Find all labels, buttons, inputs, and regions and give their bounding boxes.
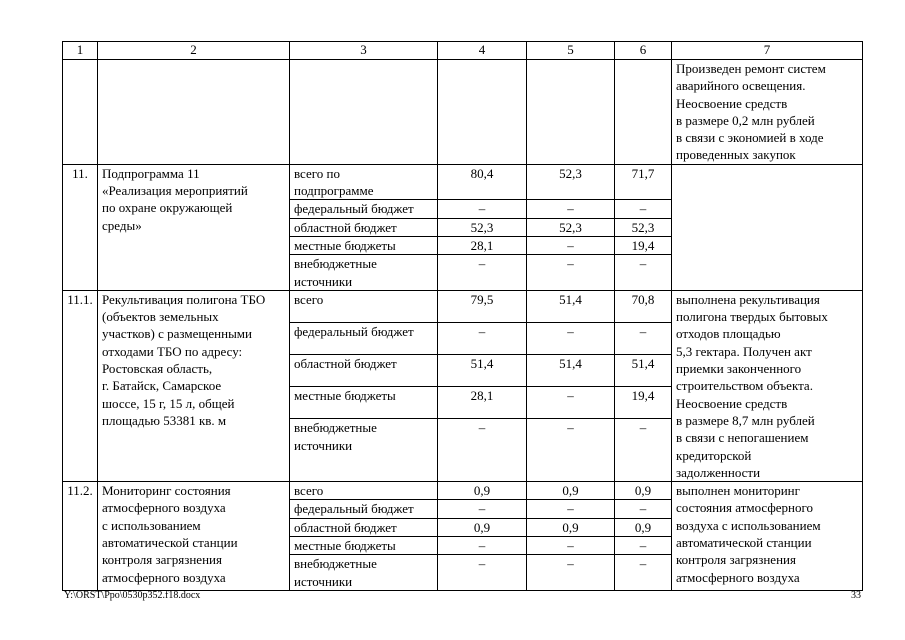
header-cell: 6 [615,42,672,60]
value-v6: 51,4 [615,355,672,387]
funding-source [290,236,438,254]
note-line: проведенных закупок [676,147,796,163]
funding-source-line: всего по [294,165,340,181]
result-note [672,164,863,290]
value-v5: 0,9 [527,482,615,500]
value-v6: – [615,200,672,218]
value-v4: 28,1 [438,236,527,254]
continuation-note [672,60,863,165]
value-v6: – [615,323,672,355]
funding-source-line: федеральный бюджет [294,501,414,517]
result-note-line: выполнена рекультивация [676,291,820,307]
result-note-line: в связи с непогашением [676,430,809,446]
funding-source [290,355,438,387]
header-row [63,42,863,60]
value-v4: – [438,500,527,518]
value-v5: – [527,555,615,591]
funding-source-line: областной бюджет [294,356,397,372]
result-note-line: в размере 8,7 млн рублей [676,412,815,428]
table-row [63,482,863,500]
result-note-line: задолженности [676,464,761,480]
funding-source [290,255,438,291]
footer-page-number: 33 [851,590,861,601]
funding-source [290,537,438,555]
value-v5: – [527,419,615,482]
item-name-line: г. Батайск, Самарское [102,378,222,394]
value-v6: 19,4 [615,236,672,254]
funding-source-line: местные бюджеты [294,237,396,253]
value-v5: – [527,255,615,291]
funding-source-line: источники [294,273,353,289]
funding-source-line: источники [294,573,353,589]
value-v4: – [438,537,527,555]
item-name-line: Рекультивация полигона ТБО [102,291,266,307]
result-note [672,482,863,591]
result-note-line: атмосферного воздуха [676,569,800,585]
value-v5: 0,9 [527,518,615,536]
value-v4: – [438,419,527,482]
result-note-line: кредиторской [676,447,752,463]
value-v4: – [438,323,527,355]
value-v6: – [615,537,672,555]
funding-source [290,290,438,322]
empty-cell [98,60,290,165]
result-note-line: контроля загрязнения [676,552,796,568]
result-note-line: 5,3 гектара. Получен акт [676,343,812,359]
item-name-line: атмосферного воздуха [102,569,226,585]
funding-source [290,323,438,355]
note-line: в связи с экономией в ходе [676,130,824,146]
value-v5: – [527,236,615,254]
item-number: 11.2. [63,482,98,591]
empty-cell [290,60,438,165]
value-v5: – [527,200,615,218]
note-line: Произведен ремонт систем [676,61,826,76]
result-note [672,290,863,481]
funding-source-line: всего [294,291,324,307]
value-v6: – [615,555,672,591]
funding-source-line: внебюджетные [294,256,377,272]
item-name-line: Ростовская область, [102,361,213,377]
item-name-line: по охране окружающей [102,200,233,216]
funding-source-line: федеральный бюджет [294,324,414,340]
funding-source [290,387,438,419]
item-number: 11.1. [63,290,98,481]
funding-source-line: местные бюджеты [294,538,396,554]
funding-source-line: внебюджетные [294,556,377,572]
value-v6: – [615,419,672,482]
value-v5: 51,4 [527,290,615,322]
value-v4: 51,4 [438,355,527,387]
result-note-line: отходов площадью [676,326,781,342]
header-cell: 3 [290,42,438,60]
note-line: аварийного освещения. [676,78,806,94]
item-name-line: Подпрограмма 11 [102,165,200,181]
table-row [63,164,863,200]
value-v4: – [438,200,527,218]
note-line: в размере 0,2 млн рублей [676,112,815,128]
empty-cell [63,60,98,165]
item-name [98,482,290,591]
budget-table [62,41,863,591]
empty-cell [527,60,615,165]
item-name-line: площадью 53381 кв. м [102,412,227,428]
item-name-line: с использованием [102,517,201,533]
funding-source [290,419,438,482]
value-v5: – [527,500,615,518]
value-v6: – [615,255,672,291]
funding-source-line: источники [294,437,353,453]
value-v6: 0,9 [615,482,672,500]
item-name-line: «Реализация мероприятий [102,183,248,199]
funding-source-line: подпрограмме [294,183,374,199]
item-number: 11. [63,164,98,290]
value-v5: 52,3 [527,218,615,236]
value-v6: 70,8 [615,290,672,322]
note-line: Неосвоение средств [676,95,788,111]
value-v6: 0,9 [615,518,672,536]
continuation-row [63,60,863,165]
item-name-line: автоматической станции [102,535,238,551]
result-note-line: строительством объекта. [676,378,813,394]
empty-cell [615,60,672,165]
value-v4: 0,9 [438,518,527,536]
result-note-line: состояния атмосферного [676,500,814,516]
result-note-line: Неосвоение средств [676,395,788,411]
item-name [98,164,290,290]
value-v5: – [527,323,615,355]
value-v4: 28,1 [438,387,527,419]
funding-source-line: всего [294,483,324,499]
value-v6: 71,7 [615,164,672,200]
funding-source [290,555,438,591]
value-v4: 0,9 [438,482,527,500]
item-name-line: участков) с размещенными [102,326,252,342]
funding-source-line: местные бюджеты [294,388,396,404]
result-note-line: приемки законченного [676,361,802,377]
header-cell: 2 [98,42,290,60]
item-name-line: отходами ТБО по адресу: [102,343,243,359]
funding-source [290,518,438,536]
value-v6: 52,3 [615,218,672,236]
value-v4: – [438,255,527,291]
item-name-line: среды» [102,217,142,233]
funding-source [290,218,438,236]
funding-source [290,164,438,200]
funding-source-line: областной бюджет [294,519,397,535]
item-name-line: Мониторинг состояния [102,483,231,499]
header-cell: 7 [672,42,863,60]
value-v5: 51,4 [527,355,615,387]
funding-source [290,500,438,518]
funding-source-line: федеральный бюджет [294,201,414,217]
result-note-line: воздуха с использованием [676,517,821,533]
header-cell: 1 [63,42,98,60]
result-note-line: полигона твердых бытовых [676,309,828,325]
empty-cell [438,60,527,165]
value-v4: – [438,555,527,591]
footer-file-path: Y:\ORST\Ppo\0530p352.f18.docx [64,590,201,601]
header-cell: 4 [438,42,527,60]
value-v6: 19,4 [615,387,672,419]
value-v4: 80,4 [438,164,527,200]
result-note-line: выполнен мониторинг [676,483,800,499]
value-v6: – [615,500,672,518]
value-v5: – [527,387,615,419]
funding-source [290,482,438,500]
funding-source-line: внебюджетные [294,420,377,436]
value-v5: – [527,537,615,555]
item-name-line: шоссе, 15 г, 15 л, общей [102,395,235,411]
item-name-line: атмосферного воздуха [102,500,226,516]
item-name-line: контроля загрязнения [102,552,222,568]
item-name [98,290,290,481]
value-v4: 79,5 [438,290,527,322]
result-note-line: автоматической станции [676,535,812,551]
item-name-line: (объектов земельных [102,309,219,325]
funding-source [290,200,438,218]
table-row [63,290,863,322]
value-v4: 52,3 [438,218,527,236]
funding-source-line: областной бюджет [294,219,397,235]
header-cell: 5 [527,42,615,60]
value-v5: 52,3 [527,164,615,200]
